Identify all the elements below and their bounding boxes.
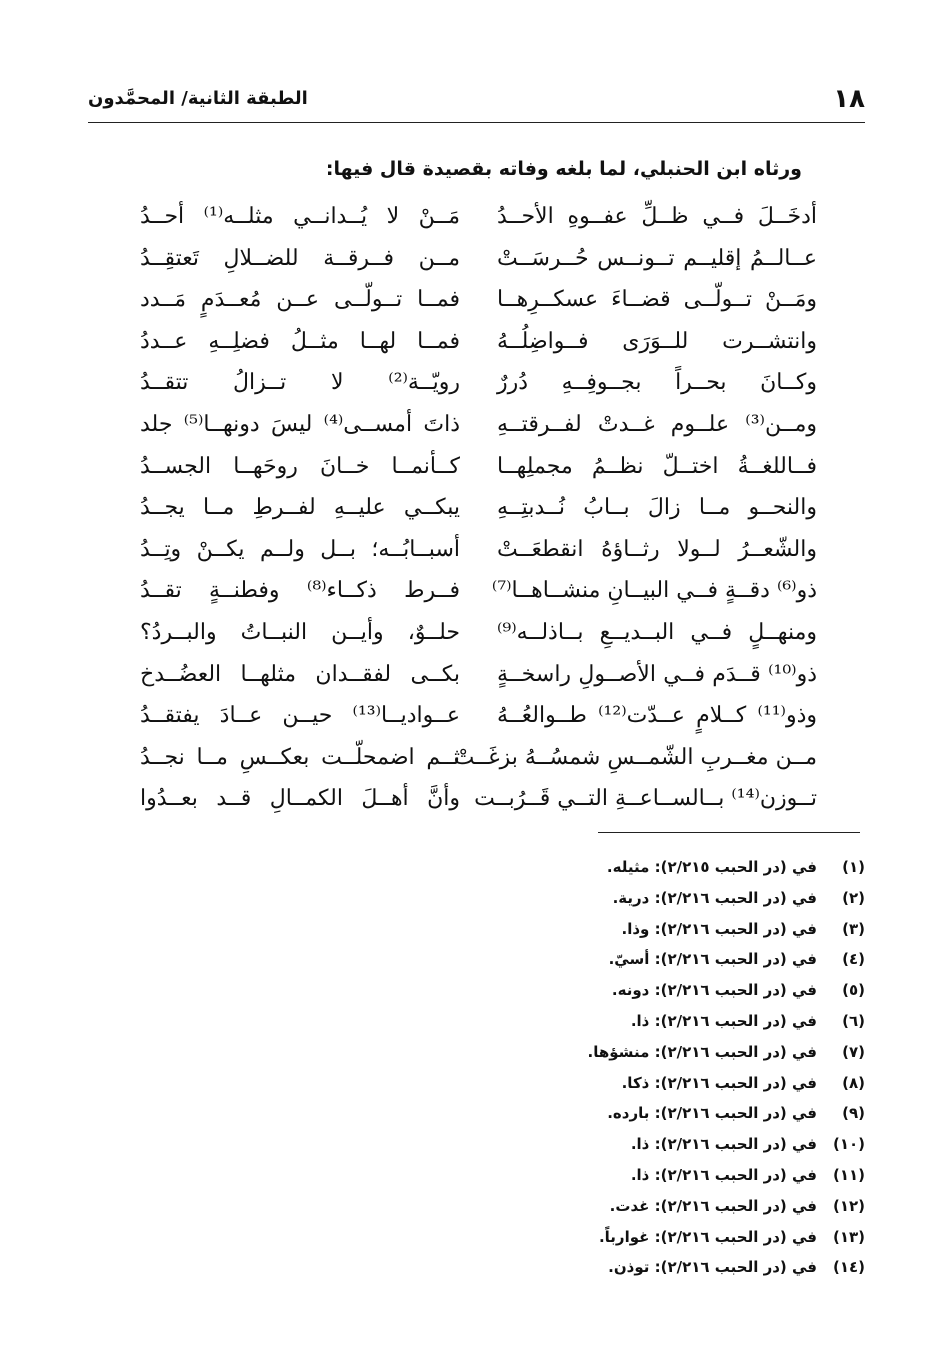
first-hemistich: ومَــنْ تــولّــى قضــاءَ عسكــرِهــا: [497, 287, 817, 313]
first-hemistich: ذو⁽¹⁰⁾ قــدَم فــي الأصــولِ راسخــةٍ: [497, 661, 817, 687]
first-hemistich: تــوزن⁽¹⁴⁾ بــالســاعــةِ التــي قَــرُبــت: [474, 786, 817, 812]
footnote: [445, 944, 865, 975]
verse: [120, 281, 817, 323]
footnote-number: (١٤): [832, 1258, 865, 1277]
first-hemistich: وكــانَ بحــراً بجــوفِــهِ دُررٌ: [497, 370, 817, 396]
first-hemistich: والشّعــرُ لــولا رثــاؤهُ انقطعَــتْ: [497, 536, 817, 562]
footnote-text: في (در الحبب ٢/٢١٦): بارده.: [607, 1104, 817, 1123]
second-hemistich: ثــم اضمحلّــت بعكــسِ مــا نجــدُ: [140, 744, 460, 770]
footnote-number: (٣): [842, 919, 865, 938]
running-title: الطبقة الثانية/ المحمَّدون: [88, 88, 308, 109]
footnote-number: (٤): [842, 950, 865, 969]
footnote: [445, 1037, 865, 1068]
verse: [120, 364, 817, 406]
footnote-text: في (در الحبب ٢/٢١٦): ذا.: [630, 1011, 817, 1030]
footnote-separator: [598, 832, 860, 833]
verse: [120, 406, 817, 448]
verse: [120, 323, 817, 365]
footnote-number: (٢): [842, 888, 865, 907]
footnote: [445, 852, 865, 883]
verse: [120, 198, 817, 240]
footnote: [445, 1068, 865, 1099]
second-hemistich: ذاتَ أمســى⁽⁴⁾ ليسَ دونهــا⁽⁵⁾ جلد: [140, 411, 460, 437]
verse: [120, 780, 817, 822]
footnotes: [445, 852, 865, 1283]
footnote-text: في (در الحبب ٢/٢١٦): ذا.: [630, 1165, 817, 1184]
footnote-text: في (در الحبب ٢/٢١٦): ذكا.: [621, 1073, 817, 1092]
footnote-text: في (در الحبب ٢/٢١٦): دونه.: [611, 981, 817, 1000]
verse: [120, 656, 817, 698]
footnote: [445, 883, 865, 914]
verse: [120, 489, 817, 531]
second-hemistich: بكــى لفقــدان مثلهــا العضُــدخ: [140, 661, 460, 687]
footnote: [445, 1129, 865, 1160]
footnote-number: (٦): [842, 1011, 865, 1030]
footnote-text: في (در الحبب ٢/٢١٦): منشؤها.: [587, 1042, 817, 1061]
footnote: [445, 1098, 865, 1129]
verse: [120, 697, 817, 739]
footnote-number: (١١): [832, 1165, 865, 1184]
page-header: [88, 84, 865, 123]
footnote-text: في (در الحبب ٢/٢١٦): غدت.: [609, 1196, 817, 1215]
footnote: [445, 1252, 865, 1283]
footnote-number: (١٣): [832, 1227, 865, 1246]
verse: [120, 448, 817, 490]
second-hemistich: عــواديــا⁽¹³⁾ حيــن عــادَ يفتقــدُ: [140, 703, 460, 729]
first-hemistich: عــالــمُ إقليــم تــونــس حُــرسَــتْ: [497, 245, 817, 271]
second-hemistich: كــأنمــا خــانَ روحَهــا الجســدُ: [140, 453, 460, 479]
footnote-number: (٥): [842, 981, 865, 1000]
second-hemistich: مــن فــرقــة للضــلالِ تَعتقِــدُ: [140, 245, 460, 271]
footnote: [445, 975, 865, 1006]
second-hemistich: فــرط ذكــاء⁽⁸⁾ وفطنــةٍ تقــدُ: [140, 578, 460, 604]
footnote: [445, 914, 865, 945]
verse: [120, 240, 817, 282]
footnote: [445, 1222, 865, 1253]
second-hemistich: فمــا تــولّــى عــن مُعــدَمٍ مَــدد: [140, 287, 460, 313]
page-number: ١٨: [833, 84, 865, 114]
first-hemistich: ومنهــلٍ فــي البــديــعِ بــاذلــه⁽⁹⁾: [497, 619, 817, 645]
first-hemistich: ومــن⁽³⁾ علــوم غــدتْ لفــرقتــهِ: [497, 411, 817, 437]
second-hemistich: وأنَّ أهــلَ الكمــالِ قــد بعــدُوا: [140, 786, 460, 812]
verse: [120, 572, 817, 614]
second-hemistich: رويّــة⁽²⁾ لا تــزالُ تتقــدُ: [140, 370, 460, 396]
footnote-number: (١٠): [832, 1135, 865, 1154]
first-hemistich: ذو⁽⁶⁾ دقــةٍ فــي البيــانِ منشــاهــا⁽⁷⁾: [491, 578, 817, 604]
second-hemistich: مَــنْ لا يُــدانــي مثلــه⁽¹⁾ أحــدُ: [140, 204, 460, 229]
footnote: [445, 1160, 865, 1191]
verse: [120, 531, 817, 573]
footnote-text: في (در الحبب ٢/٢١٦): أسيّ.: [608, 950, 817, 969]
footnote-text: في (در الحبب ٢/٢١٥): مثيله.: [606, 858, 817, 876]
first-hemistich: أدخَــلَ فــي ظــلِّ عفــوهِ الأحــدُ: [497, 204, 817, 229]
first-hemistich: مــن مغــربِ الشّمــسِ شمسُــهُ بزغَــتْ: [453, 744, 817, 770]
poem: [120, 198, 817, 822]
footnote: [445, 1006, 865, 1037]
intro-line: ورثاه ابن الحنبلي، لما بلغه وفاته بقصيدة قال فيها:: [325, 158, 802, 180]
footnote: [445, 1191, 865, 1222]
second-hemistich: حلــوٌ، وأيــن النبــاتُ والبــردُ؟: [140, 619, 460, 645]
footnote-number: (٧): [842, 1042, 865, 1061]
first-hemistich: فــاللغــةُ اختــلّ نظــمُ مجملِهــا: [497, 453, 817, 479]
second-hemistich: أسبــابُــه؛ بــل ولــم يكــنْ وتِــدُ: [140, 536, 460, 562]
footnote-number: (١٢): [832, 1196, 865, 1215]
footnote-text: في (در الحبب ٢/٢١٦): توذن.: [608, 1258, 817, 1277]
footnote-number: (١): [842, 858, 865, 876]
footnote-text: في (در الحبب ٢/٢١٦): وذا.: [621, 919, 817, 938]
footnote-text: في (در الحبب ٢/٢١٦): درية.: [612, 888, 817, 907]
footnote-number: (٨): [842, 1073, 865, 1092]
first-hemistich: والنحــو مــا زالَ بــابُ نُــدبتِــهِ: [497, 495, 817, 521]
second-hemistich: يبكــي عليــهِ لفــرطِ مــا يجــدُ: [140, 495, 460, 521]
verse: [120, 739, 817, 781]
second-hemistich: فمــا لهــا مثــلُ فضلِــهِ عــددُ: [140, 328, 460, 354]
first-hemistich: وذو⁽¹¹⁾ كــلامٍ عــدّت⁽¹²⁾ طــوالعُــهُ: [497, 703, 817, 729]
first-hemistich: وانتشــرت للــوَرَى فــواضِلُــهُ: [497, 328, 817, 354]
footnote-text: في (در الحبب ٢/٢١٦): غوارباً.: [598, 1227, 817, 1246]
footnote-number: (٩): [842, 1104, 865, 1123]
verse: [120, 614, 817, 656]
footnote-text: في (در الحبب ٢/٢١٦): ذا.: [630, 1135, 817, 1154]
